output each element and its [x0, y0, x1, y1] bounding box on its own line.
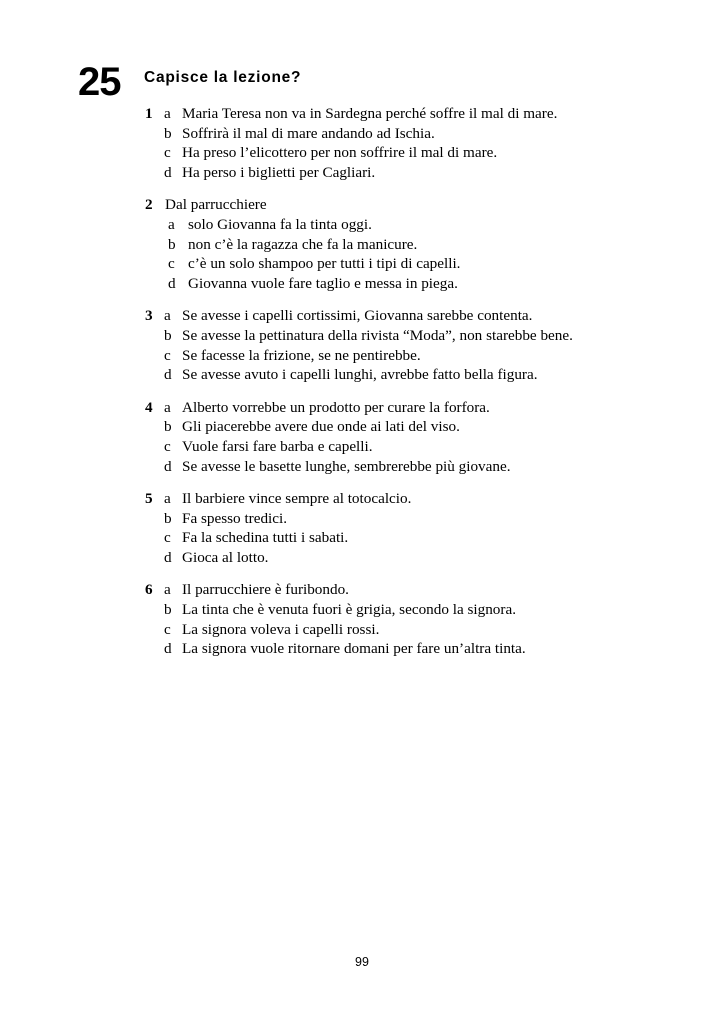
- answer-option-text: Maria Teresa non va in Sardegna perché soffre il mal di mare.: [182, 105, 558, 122]
- answer-option-letter: b: [164, 509, 172, 527]
- answer-option[interactable]: [0, 124, 724, 144]
- answer-option-letter: b: [164, 326, 172, 344]
- answer-option[interactable]: [0, 457, 724, 477]
- answer-option-text: La signora voleva i capelli rossi.: [182, 620, 380, 638]
- answer-option[interactable]: [0, 580, 724, 600]
- answer-option-letter: c: [164, 437, 171, 455]
- answer-option-text: Fa spesso tredici.: [182, 509, 288, 527]
- answer-option[interactable]: [0, 437, 724, 457]
- question-number: 3: [145, 307, 153, 325]
- answer-option-text: non c’è la ragazza che fa la manicure.: [188, 235, 418, 253]
- question-list: [0, 104, 724, 659]
- answer-option-letter: a: [168, 215, 175, 233]
- question-number: 4: [145, 398, 153, 416]
- question-block: [0, 104, 724, 182]
- question-number: 2: [145, 196, 153, 214]
- answer-option[interactable]: [0, 215, 724, 235]
- answer-option[interactable]: [0, 509, 724, 529]
- answer-option[interactable]: [0, 326, 724, 346]
- answer-option-letter: a: [164, 581, 171, 599]
- question-block: [0, 306, 724, 384]
- answer-option[interactable]: [0, 104, 724, 124]
- answer-option-letter: c: [164, 144, 171, 162]
- answer-option-text: Ha perso i biglietti per Cagliari.: [182, 163, 376, 181]
- answer-option-text: Ha preso l’elicottero per non soffrire il mal di mare.: [182, 144, 498, 162]
- answer-option-text: Gioca al lotto.: [182, 548, 269, 566]
- answer-option[interactable]: [0, 417, 724, 437]
- answer-option-text: Se avesse la pettinatura della rivista “Moda”, non starebbe bene.: [182, 326, 573, 344]
- answer-option-text: Se facesse la frizione, se ne pentirebbe.: [182, 346, 421, 364]
- answer-option-letter: c: [168, 255, 175, 273]
- answer-option-text: La tinta che è venuta fuori è grigia, secondo la signora.: [182, 601, 516, 619]
- question-number: 5: [145, 490, 153, 508]
- question-block: [0, 489, 724, 567]
- answer-option-letter: a: [164, 307, 171, 325]
- answer-option[interactable]: [0, 306, 724, 326]
- answer-option[interactable]: [0, 548, 724, 568]
- question-number: 6: [145, 581, 153, 599]
- answer-option[interactable]: [0, 235, 724, 255]
- answer-option-text: Il parrucchiere è furibondo.: [182, 581, 349, 599]
- answer-option-letter: a: [164, 398, 171, 416]
- question-stem-text: Dal parrucchiere: [165, 196, 267, 214]
- page-number: 99: [355, 955, 369, 969]
- answer-option-text: La signora vuole ritornare domani per fare un’altra tinta.: [182, 640, 526, 658]
- answer-option-text: Gli piacerebbe avere due onde ai lati del viso.: [182, 418, 460, 436]
- answer-option[interactable]: [0, 489, 724, 509]
- answer-option[interactable]: [0, 346, 724, 366]
- answer-option-text: solo Giovanna fa la tinta oggi.: [188, 215, 372, 233]
- answer-option-text: Alberto vorrebbe un prodotto per curare la forfora.: [182, 398, 490, 416]
- answer-option[interactable]: [0, 163, 724, 183]
- answer-option[interactable]: [0, 620, 724, 640]
- answer-option[interactable]: [0, 254, 724, 274]
- answer-option-letter: a: [164, 490, 171, 508]
- answer-option-letter: d: [164, 457, 172, 475]
- answer-option[interactable]: [0, 600, 724, 620]
- answer-option-text: Se avesse le basette lunghe, sembrerebbe più giovane.: [182, 457, 511, 475]
- answer-option-letter: d: [164, 640, 172, 658]
- answer-option-text: Soffrirà il mal di mare andando ad Ischia.: [182, 124, 435, 142]
- answer-option[interactable]: [0, 528, 724, 548]
- answer-option[interactable]: [0, 365, 724, 385]
- question-block: [0, 195, 724, 293]
- answer-option-letter: d: [164, 548, 172, 566]
- question-number: 1: [145, 105, 153, 122]
- answer-option-letter: c: [164, 346, 171, 364]
- answer-option-letter: b: [164, 124, 172, 142]
- answer-option-letter: c: [164, 529, 171, 547]
- answer-option-letter: b: [168, 235, 176, 253]
- answer-option-text: Se avesse i capelli cortissimi, Giovanna sarebbe contenta.: [182, 307, 533, 325]
- answer-option-letter: d: [168, 274, 176, 292]
- answer-option-text: Vuole farsi fare barba e capelli.: [182, 437, 373, 455]
- answer-option-text: Il barbiere vince sempre al totocalcio.: [182, 490, 412, 508]
- question-stem-row: [0, 195, 724, 215]
- answer-option-letter: d: [164, 366, 172, 384]
- page-title: Capisce la lezione?: [144, 69, 302, 86]
- answer-option[interactable]: [0, 639, 724, 659]
- answer-option-text: Se avesse avuto i capelli lunghi, avrebbe fatto bella figura.: [182, 366, 538, 384]
- answer-option[interactable]: [0, 143, 724, 163]
- answer-option-letter: c: [164, 620, 171, 638]
- answer-option-letter: b: [164, 418, 172, 436]
- answer-option-text: c’è un solo shampoo per tutti i tipi di capelli.: [188, 255, 461, 273]
- answer-option-letter: b: [164, 601, 172, 619]
- answer-option-letter: d: [164, 163, 172, 181]
- question-block: [0, 398, 724, 476]
- chapter-number: 25: [78, 60, 121, 104]
- answer-option[interactable]: [0, 398, 724, 418]
- answer-option[interactable]: [0, 274, 724, 294]
- question-block: [0, 580, 724, 658]
- page-header: [0, 60, 724, 106]
- answer-option-letter: a: [164, 105, 171, 122]
- answer-option-text: Fa la schedina tutti i sabati.: [182, 529, 349, 547]
- answer-option-text: Giovanna vuole fare taglio e messa in piega.: [188, 274, 458, 292]
